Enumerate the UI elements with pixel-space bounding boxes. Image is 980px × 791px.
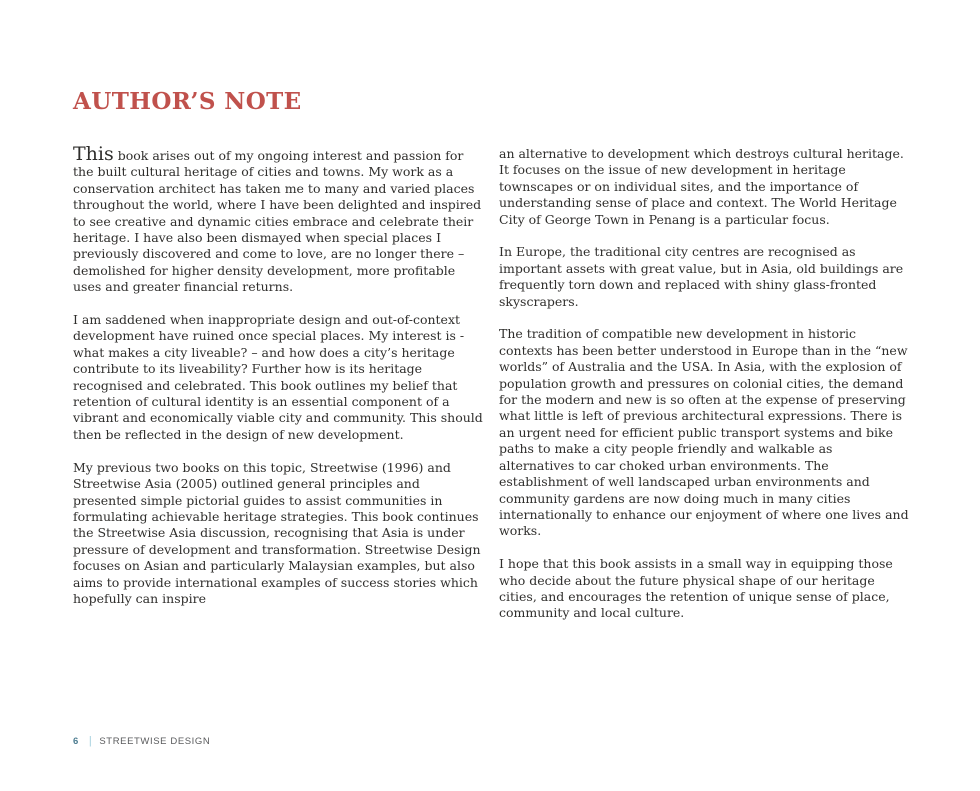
right-column (499, 146, 911, 638)
paragraph: I hope that this book assists in a small way in equipping those who decide about the future physical shape of our heritage cities, and encourages the retention of unique sense of place, community and local culture. (499, 556, 893, 621)
paragraph: The tradition of compatible new development in historic contexts has been better understood in Europe than in the “new worlds” of Australia and the USA. In Asia, with the explosion of population growth and pressures on colonial cities, the demand for the modern and new is so often at the expense of preserving what little is left of previous architectural expressions. There is an urgent need for efficient public transport systems and bike paths to make a city people friendly and walkable as alternatives to car choked urban environments. The establishment of well landscaped urban environments and community gardens are now doing much in many cities internationally to enhance our enjoyment of where one lives and works. (499, 326, 909, 539)
paragraph: In Europe, the traditional city centres are recognised as important assets with great value, but in Asia, old buildings are frequently torn down and replaced with shiny glass-fronted skyscrapers. (499, 244, 904, 309)
left-column (73, 143, 485, 624)
lead-word: This (73, 143, 114, 165)
paragraph: an alternative to development which destroys cultural heritage. It focuses on the issue of new development in heritage townscapes or on individual sites, and the importance of understanding sense of place and context. The World Heritage City of George Town in Penang is a particular focus. (499, 146, 904, 227)
footer (73, 735, 210, 747)
page-title: AUTHOR’S NOTE (73, 88, 302, 115)
book-title: STREETWISE DESIGN (99, 735, 211, 747)
footer-divider: | (88, 735, 93, 747)
paragraph: I am saddened when inappropriate design and out-of-context development have ruined once special places. My interest is - what makes a city liveable? – and how does a city’s heritage contribute to its liveability? Further how is its heritage recognised and celebrated. This book outlines my belief that retention of cultural identity is an essential component of a vibrant and economically viable city and community. This should then be reflected in the design of new development. (73, 312, 483, 442)
lead-paragraph (73, 143, 485, 296)
page-number: 6 (73, 735, 79, 747)
left-column-paragraphs (73, 312, 485, 607)
lead-paragraph-text: book arises out of my ongoing interest and passion for the built cultural heritage of cities and towns. My work as a conservation architect has taken me to many and varied places throughout the world, where I have been delighted and inspired to see creative and dynamic cities embrace and celebrate their heritage. I have also been dismayed when special places I previously discovered and come to love, are no longer there – demolished for higher density development, more profitable uses and greater financial returns. (73, 148, 482, 295)
paragraph: My previous two books on this topic, Streetwise (1996) and Streetwise Asia (2005) outlined general principles and presented simple pictorial guides to assist communities in formulating achievable heritage strategies. This book continues the Streetwise Asia discussion, recognising that Asia is under pressure of development and transformation. Streetwise Design focuses on Asian and particularly Malaysian examples, but also aims to provide international examples of success stories which hopefully can inspire (73, 459, 481, 606)
right-column-paragraphs (499, 146, 911, 622)
text-columns (73, 143, 911, 638)
